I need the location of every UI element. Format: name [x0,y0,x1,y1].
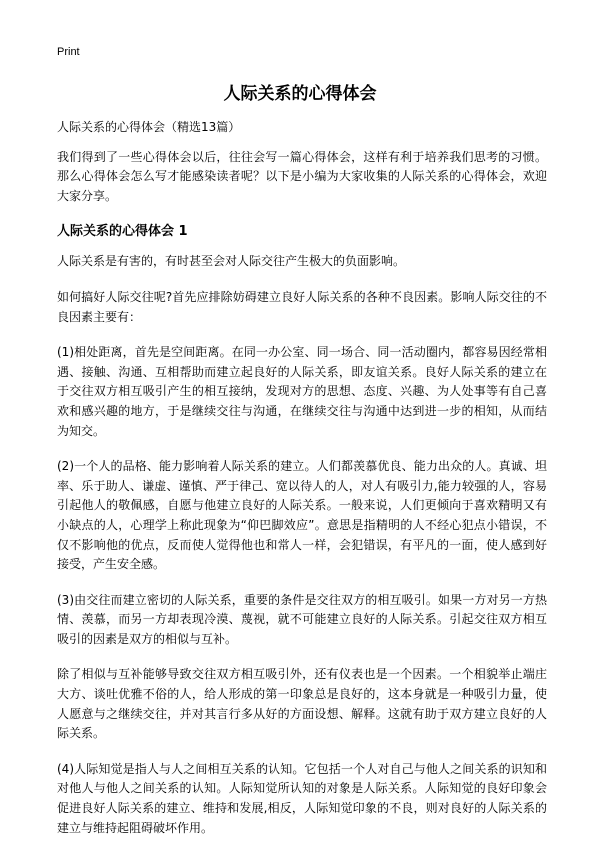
intro-paragraph: 我们得到了一些心得体会以后，往往会写一篇心得体会，这样有利于培养我们思考的习惯。那么心得体会怎么写才能感染读者呢？以下是小编为大家收集的人际关系的心得体会，欢迎大家分享。 [57,149,547,203]
paragraph-2: 如何搞好人际交往呢?首先应排除妨碍建立良好人际关系的各种不良因素。影响人际交往的不良因素主要有： [57,289,547,324]
paragraph-1: 人际关系是有害的，有时甚至会对人际交往产生极大的负面影响。 [57,254,406,269]
paragraph-3: (1)相处距离，首先是空间距离。在同一办公室、同一场合、同一活动圈内，都容易因经常相遇、接触、沟通、互相帮助而建立起良好的人际关系，即友谊关系。良好人际关系的建立在于交往双方相互吸引产生的相互接纳，发现对方的思想、态度、兴趣、为人处事等有自己喜欢和感兴趣的地方，于是继续交往与沟通，在继续交往与沟通中达到进一步的相知，从而结为知交。 [57,345,547,438]
section-heading: 人际关系的心得体会 1 [57,224,188,240]
paragraph-7: (4)人际知觉是指人与人之间相互关系的认知。它包括一个人对自己与他人之间关系的识知和对他人与他人之间关系的认知。人际知觉所认知的对象是人际关系。人际知觉的良好印象会促进良好人际关系的建立、维持和发展,相反，人际知觉印象的不良，则对良好的人际关系的建立与维持起阻碍破坏作用。 [57,761,547,835]
print-link[interactable]: Print [57,46,80,58]
article-body [57,118,547,854]
article-subtitle: 人际关系的心得体会（精选13篇） [57,120,241,134]
paragraph-4: (2)一个人的品格、能力影响着人际关系的建立。人们都羡慕优良、能力出众的人。真诚、坦率、乐于助人、谦虚、谨慎、严于律己、宽以待人的人，对人有吸引力,能力较强的人，容易引起他人的敬佩感，自愿与他建立良好的人际关系。一般来说，人们更倾向于喜欢精明又有小缺点的人，心理学上称此现象为“仰巴脚效应”。意思是指精明的人不经心犯点小错误，不仅不影响他的优点，反而使人觉得他也和常人一样，会犯错误，有平凡的一面，使人感到好接受，产生安全感。 [57,459,547,572]
paragraph-6: 除了相似与互补能够导致交往双方相互吸引外，还有仪表也是一个因素。一个相貌举止端庄大方、谈吐优雅不俗的人，给人形成的第一印象总是良好的，这本身就是一种吸引力量，使人愿意与之继续交往，并对其言行多从好的方面设想、解释。这就有助于双方建立良好的人际关系。 [57,667,547,741]
page-title: 人际关系的心得体会 [223,84,377,104]
paragraph-5: (3)由交往而建立密切的人际关系，重要的条件是交往双方的相互吸引。如果一方对另一方热情、羡慕，而另一方却表现冷漠、蔑视，就不可能建立良好的人际关系。引起交往双方相互吸引的因素是双方的相似与互补。 [57,592,547,646]
